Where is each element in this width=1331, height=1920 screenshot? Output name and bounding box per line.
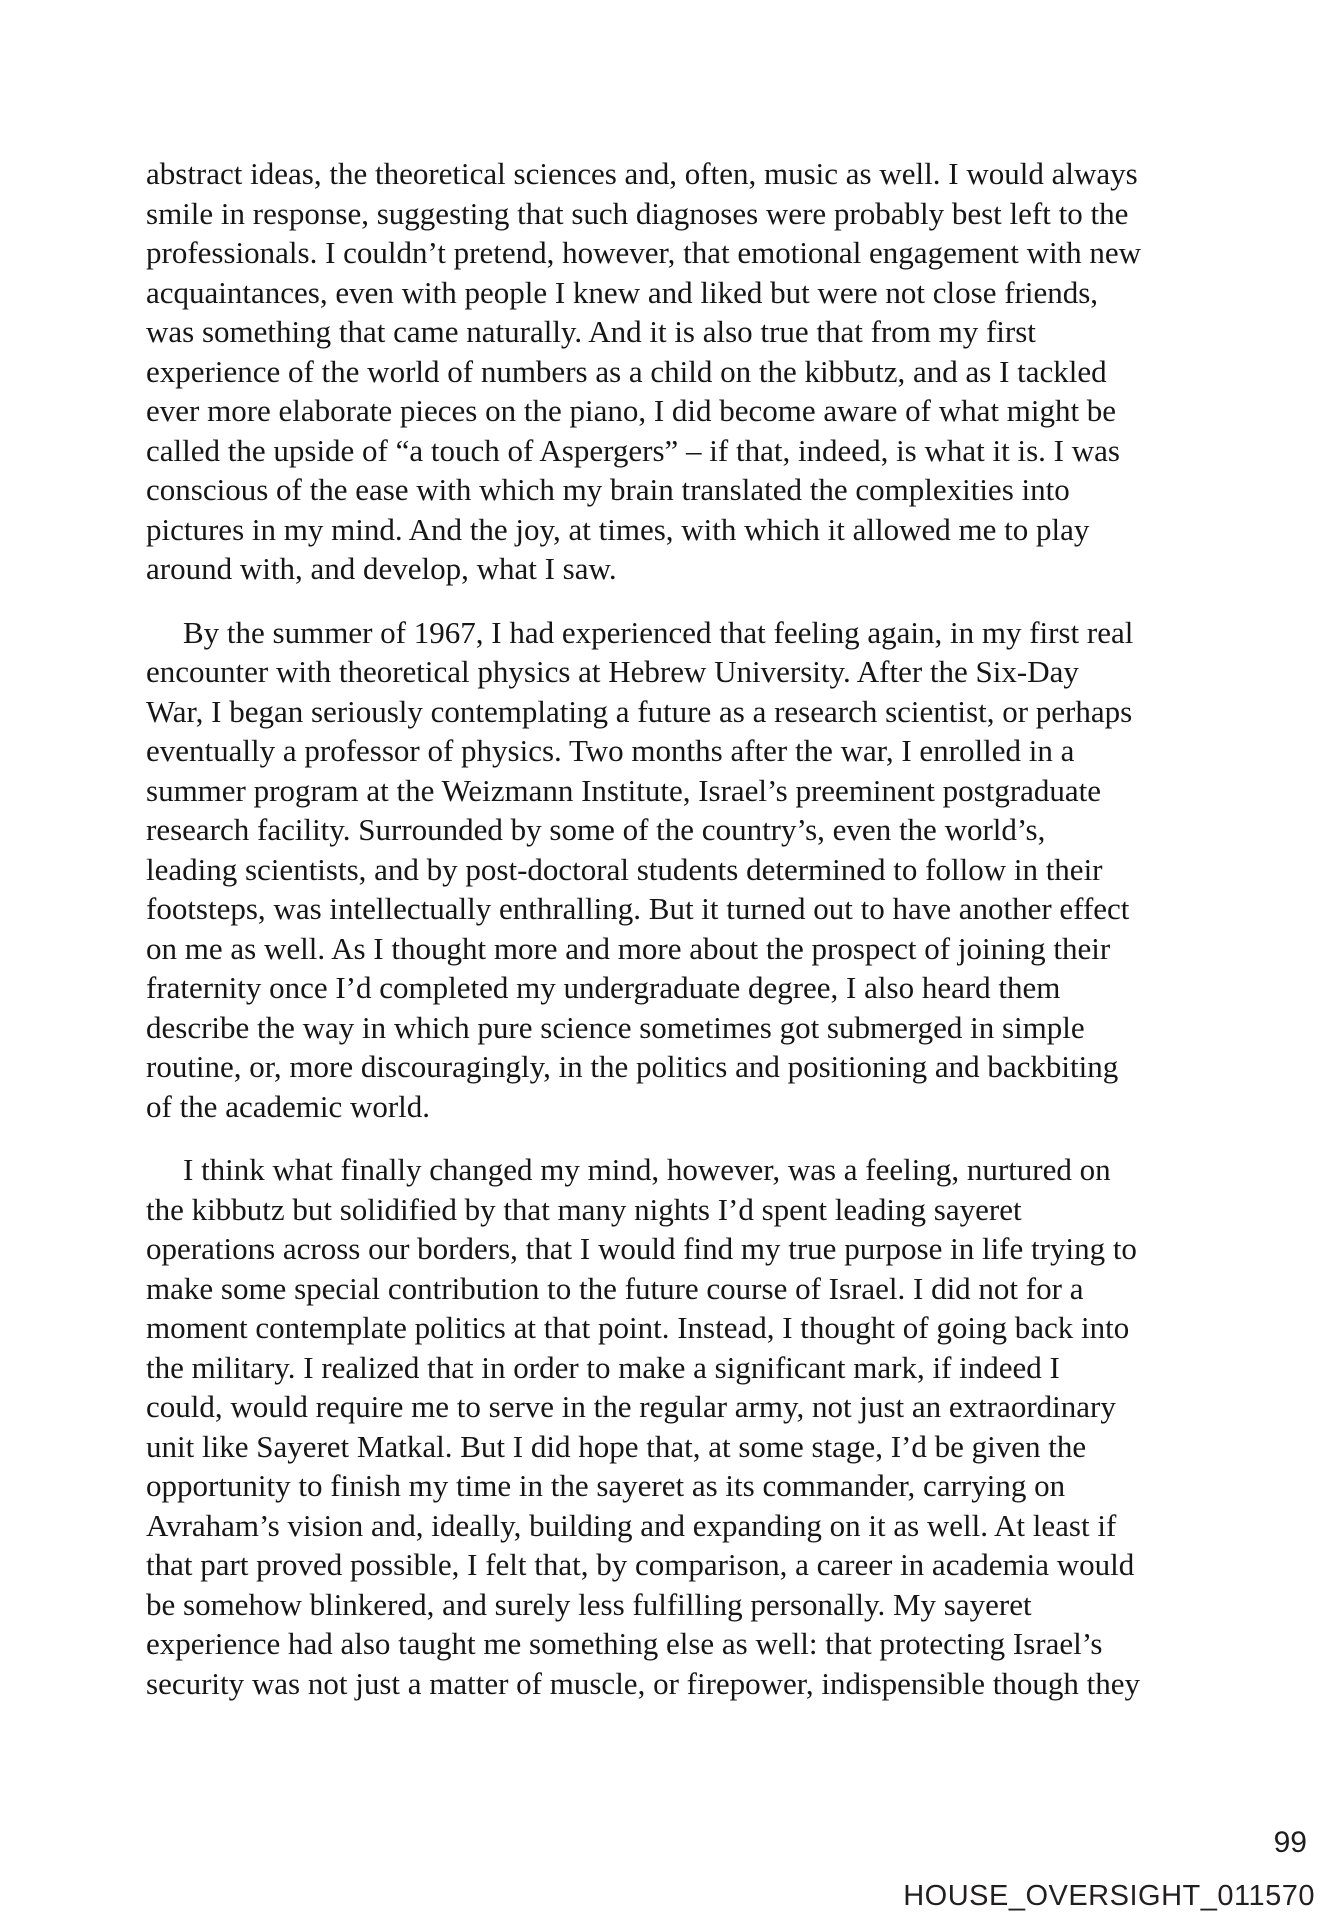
text-line: make some special contribution to the future course of Israel. I did not for a [146,1270,1084,1306]
paragraph [146,1150,1186,1703]
text-line: opportunity to finish my time in the sayeret as its commander, carrying on [146,1468,1066,1503]
text-line: around with, and develop, what I saw. [146,551,617,586]
text-line: I think what finally changed my mind, however, was a feeling, nurtured on [183,1152,1111,1187]
body-text-block [146,154,1186,1703]
text-line: conscious of the ease with which my brain translated the complexities into [146,472,1070,507]
text-line: Avraham’s vision and, ideally, building and expanding on it as well. At least if [146,1507,1117,1543]
text-line: on me as well. As I thought more and more about the prospect of joining their [146,930,1111,966]
text-line: could, would require me to serve in the regular army, not just an extraordinary [146,1389,1116,1424]
text-line: called the upside of “a touch of Aspergers” – if that, indeed, is what it is. I was [146,432,1120,468]
text-line: the military. I realized that in order to make a significant mark, if indeed I [146,1349,1060,1385]
paragraph [146,154,1186,589]
text-line: experience of the world of numbers as a child on the kibbutz, and as I tackled [146,353,1107,389]
text-line: security was not just a matter of muscle, or firepower, indispensible though they [146,1665,1140,1701]
page-number: 99 [1273,1826,1307,1859]
text-line: describe the way in which pure science sometimes got submerged in simple [146,1009,1085,1045]
text-line: moment contemplate politics at that point. Instead, I thought of going back into [146,1310,1130,1345]
text-line: By the summer of 1967, I had experienced that feeling again, in my first real [183,614,1134,650]
text-line: routine, or, more discouragingly, in the politics and positioning and backbiting [146,1049,1119,1084]
text-line: ever more elaborate pieces on the piano, I did become aware of what might be [146,393,1117,428]
text-line: the kibbutz but solidified by that many nights I’d spent leading sayeret [146,1191,1022,1227]
text-line: fraternity once I’d completed my undergraduate degree, I also heard them [146,970,1061,1005]
text-line: operations across our borders, that I would find my true purpose in life trying to [146,1231,1137,1266]
text-line: was something that came naturally. And it is also true that from my first [146,314,1036,349]
text-line: acquaintances, even with people I knew and liked but were not close friends, [146,274,1099,310]
text-line: smile in response, suggesting that such diagnoses were probably best left to the [146,195,1129,231]
text-line: abstract ideas, the theoretical sciences and, often, music as well. I would always [146,156,1138,191]
text-line: research facility. Surrounded by some of the country’s, even the world’s, [146,812,1046,847]
text-line: eventually a professor of physics. Two months after the war, I enrolled in a [146,733,1075,768]
text-line: War, I began seriously contemplating a future as a research scientist, or perhaps [146,693,1133,729]
text-line: professionals. I couldn’t pretend, however, that emotional engagement with new [146,235,1142,270]
paragraph [146,613,1186,1127]
text-line: experience had also taught me something else as well: that protecting Israel’s [146,1626,1103,1661]
text-line: summer program at the Weizmann Institute, Israel’s preeminent postgraduate [146,772,1102,808]
text-line: leading scientists, and by post-doctoral students determined to follow in their [146,851,1103,887]
text-line: unit like Sayeret Matkal. But I did hope that, at some stage, I’d be given the [146,1428,1087,1464]
text-line: footsteps, was intellectually enthralling. But it turned out to have another effect [146,891,1130,926]
text-line: encounter with theoretical physics at Hebrew University. After the Six-Day [146,654,1079,689]
text-line: that part proved possible, I felt that, by comparison, a career in academia would [146,1547,1135,1582]
text-line: pictures in my mind. And the joy, at times, with which it allowed me to play [146,511,1090,547]
text-line: be somehow blinkered, and surely less fulfilling personally. My sayeret [146,1586,1032,1622]
text-line: of the academic world. [146,1088,431,1124]
bates-stamp: HOUSE_OVERSIGHT_011570 [903,1880,1315,1912]
